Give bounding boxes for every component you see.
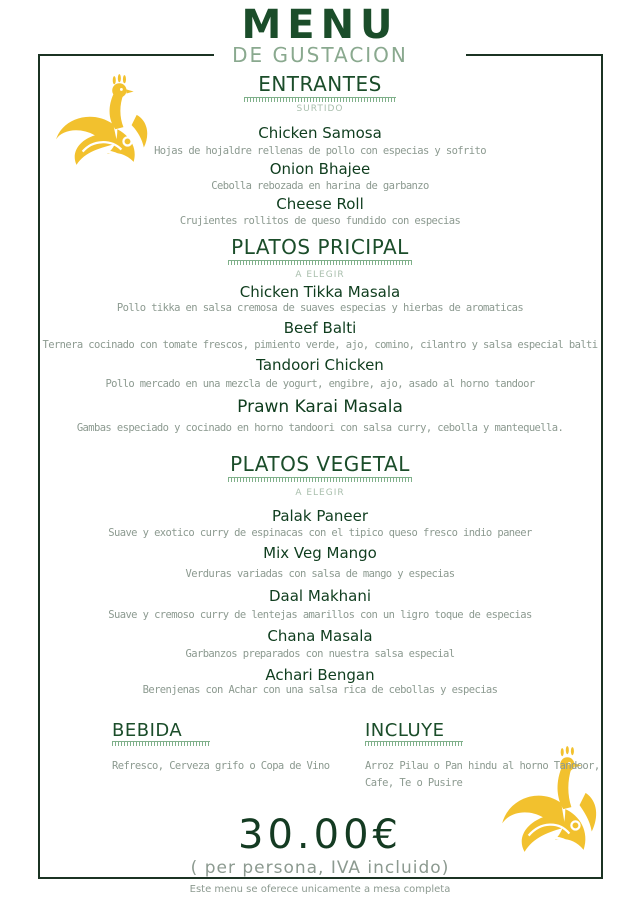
page-subtitle: DE GUSTACION (232, 43, 408, 67)
dish-name: Prawn Karai Masala (237, 397, 403, 417)
section-heading-principal: PLATOS PRICIPAL (231, 235, 409, 259)
dish-description: Hojas de hojaldre rellenas de pollo con especias y sofrito (154, 145, 486, 157)
section-rule (228, 477, 412, 482)
section-note: A ELEGIR (295, 270, 345, 280)
section-note: SURTIDO (296, 104, 344, 114)
dish-description: Gambas especiado y cocinado en horno tandoori con salsa curry, cebolla y mantequella. (76, 422, 564, 434)
dish-description: Suave y cremoso curry de lentejas amarillos con un ligro toque de especias (108, 609, 532, 621)
bebida-rule (112, 741, 210, 746)
incluye-heading: INCLUYE (365, 720, 445, 741)
dish-description: Pollo mercado en una mezcla de yogurt, engibre, ajo, asado al horno tandoor (105, 378, 535, 390)
dish-name: Beef Balti (283, 319, 357, 337)
dish-name: Daal Makhani (268, 587, 372, 605)
incluye-line-1: Arroz Pilau o Pan hindu al horno Tandoor, (365, 760, 600, 772)
dish-description: Crujientes rollitos de queso fundido con especias (179, 215, 461, 227)
dish-description: Garbanzos preparados con nuestra salsa especial (185, 648, 455, 660)
dish-description: Suave y exotico curry de espinacas con el tipico queso fresco indio paneer (108, 527, 532, 539)
dish-name: Achari Bengan (265, 666, 375, 684)
bebida-heading: BEBIDA (112, 720, 183, 741)
section-rule (228, 260, 412, 265)
dish-name: Chicken Tikka Masala (239, 283, 401, 301)
dish-description: Ternera cocinado con tomate frescos, pimiento verde, ajo, comino, cilantro y salsa especial balti (42, 339, 598, 351)
incluye-rule (365, 741, 463, 746)
dish-name: Palak Paneer (271, 507, 369, 525)
dish-description: Berenjenas con Achar con una salsa rica de cebollas y especias (142, 684, 498, 696)
bebida-text: Refresco, Cerveza grifo o Copa de Vino (112, 760, 330, 772)
incluye-line-2: Cafe, Te o Pusire (365, 777, 463, 789)
section-heading-entrantes: ENTRANTES (258, 72, 382, 96)
section-note: A ELEGIR (295, 488, 345, 498)
dish-description: Pollo tikka en salsa cremosa de suaves especias y hierbas de aromaticas (116, 302, 524, 314)
dish-description: Verduras variadas con salsa de mango y especias (185, 568, 455, 580)
dish-name: Mix Veg Mango (263, 544, 377, 562)
dish-name: Cheese Roll (276, 195, 364, 213)
dish-description: Cebolla rebozada en harina de garbanzo (211, 180, 429, 192)
dish-name: Chana Masala (267, 627, 373, 645)
page-title: MENU (241, 2, 399, 48)
dish-name: Onion Bhajee (269, 160, 371, 178)
price-amount: 30.00€ (238, 812, 402, 858)
dish-name: Tandoori Chicken (256, 356, 384, 374)
section-heading-vegetal: PLATOS VEGETAL (230, 452, 410, 476)
section-rule (244, 97, 396, 102)
footer-note: Este menu se oferece unicamente a mesa completa (189, 884, 451, 895)
price-note: ( per persona, IVA incluido) (190, 858, 450, 878)
dish-name: Chicken Samosa (258, 124, 382, 142)
